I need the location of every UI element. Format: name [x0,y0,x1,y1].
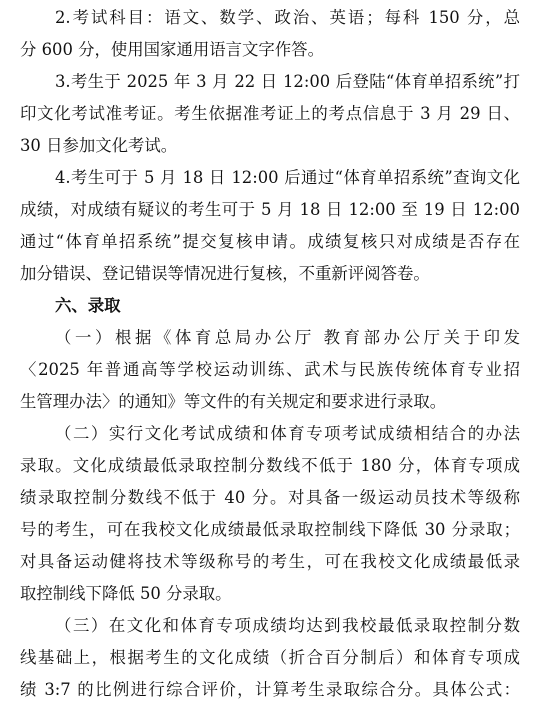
score-rules-line-6: 取控制线下降低 50 分录取。 [20,584,232,603]
composite-score-line-3: 绩 3:7 的比例进行综合评价，计算考生录取综合分。具体公式： [20,680,520,699]
score-rules-line-2: 录取。文化成绩最低录取控制分数线不低于 180 分，体育专项成 [20,456,520,475]
score-query-line-2: 成绩，对成绩有疑议的考生可于 5 月 18 日 12:00 至 19 日 12:00 [20,200,520,219]
exam-subjects-line-2: 分 600 分，使用国家通用语言文字作答。 [20,40,324,59]
composite-score-line-2: 线基础上，根据考生的文化成绩（折合百分制后）和体育专项成 [20,648,520,667]
section-heading-admission: 六、录取 [55,296,121,315]
admission-ticket-line-2: 印文化考试准考证。考生依据准考证上的考点信息于 3 月 29 日、 [20,104,520,123]
admission-ticket-line-3: 30 日参加文化考试。 [20,136,178,155]
exam-subjects-line-1: 2.考试科目：语文、数学、政治、英语；每科 150 分，总 [55,8,520,27]
admission-basis-line-2: 〈2025 年普通高等学校运动训练、武术与民族传统体育专业招 [20,360,520,379]
composite-score-line-1: （三）在文化和体育专项成绩均达到我校最低录取控制分数 [55,616,520,635]
admission-basis-line-1: （一）根据《体育总局办公厅 教育部办公厅关于印发 [55,328,520,347]
admission-basis-line-3: 生管理办法〉的通知》等文件的有关规定和要求进行录取。 [20,392,447,411]
score-rules-line-1: （二）实行文化考试成绩和体育专项考试成绩相结合的办法 [55,424,520,443]
score-query-line-1: 4.考生可于 5 月 18 日 12:00 后通过“体育单招系统”查询文化 [55,168,520,187]
admission-ticket-line-1: 3.考生于 2025 年 3 月 22 日 12:00 后登陆“体育单招系统”打 [55,72,520,91]
score-rules-line-4: 号的考生，可在我校文化成绩最低录取控制线下降低 30 分录取； [20,520,520,539]
score-query-line-4: 加分错误、登记错误等情况进行复核，不重新评阅答卷。 [20,264,430,283]
score-rules-line-5: 对具备运动健将技术等级称号的考生，可在我校文化成绩最低录 [20,552,520,571]
score-rules-line-3: 绩录取控制分数线不低于 40 分。对具备一级运动员技术等级称 [20,488,520,507]
score-query-line-3: 通过“体育单招系统”提交复核申请。成绩复核只对成绩是否存在 [20,232,520,251]
